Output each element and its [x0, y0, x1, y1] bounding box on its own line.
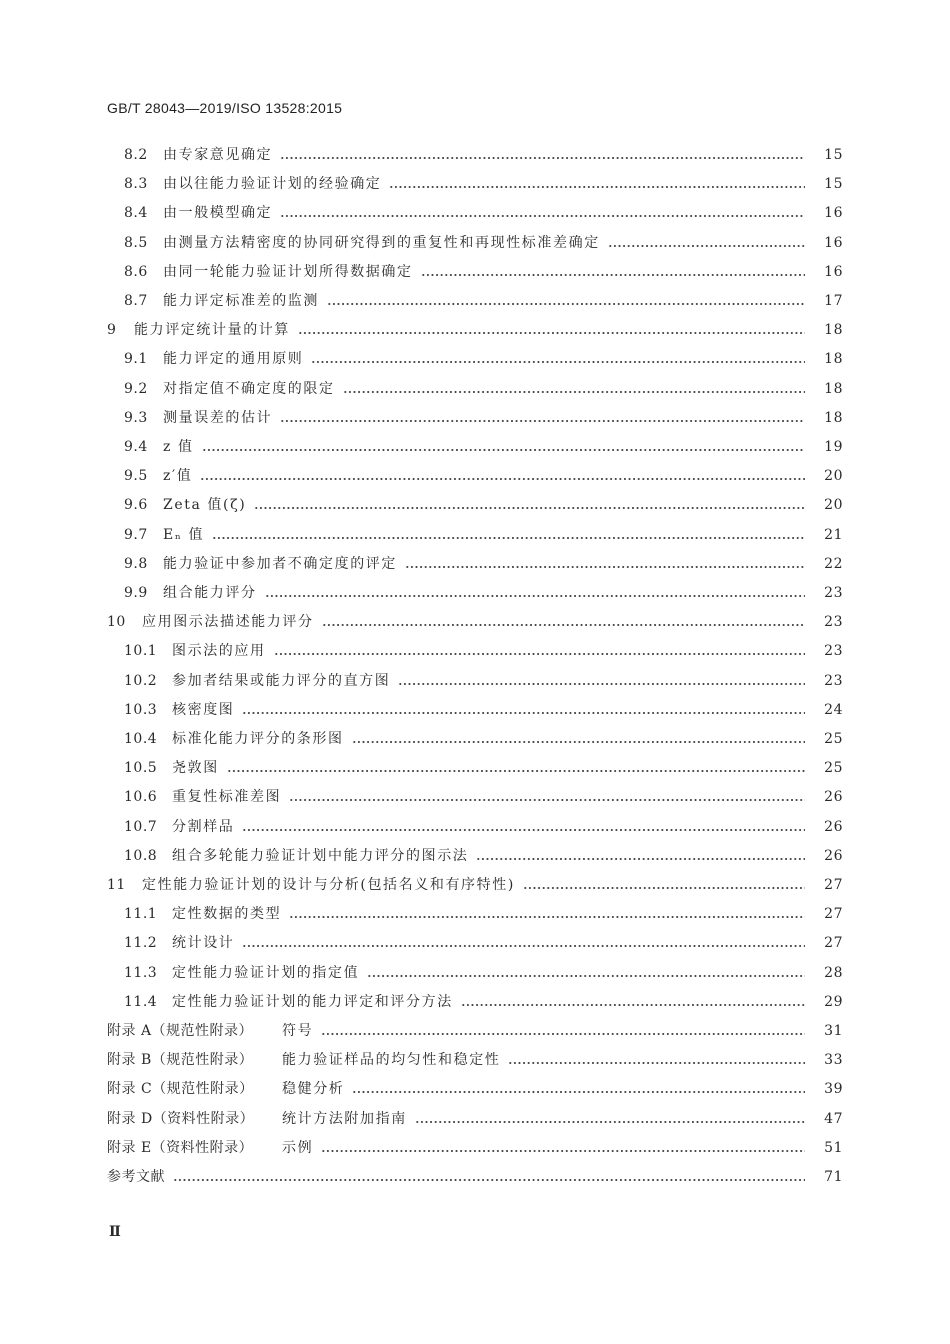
toc-entry[interactable] [0, 1078, 950, 1100]
toc-entry-number: 10.4 [124, 731, 158, 747]
toc-entry[interactable] [0, 1020, 950, 1042]
dot-leader [212, 536, 805, 540]
dot-leader [311, 360, 805, 364]
dot-leader [289, 915, 805, 919]
toc-entry-page: 26 [824, 818, 843, 835]
toc-entry[interactable] [0, 232, 950, 254]
toc-entry[interactable] [0, 582, 950, 604]
toc-entry-number: 9.1 [124, 351, 148, 368]
toc-entry-title: 测量误差的估计 [163, 409, 273, 426]
toc-entry-page: 25 [824, 731, 843, 747]
toc-entry-page: 18 [824, 380, 843, 397]
toc-entry-number: 11.1 [124, 906, 158, 923]
toc-entry-title: 应用图示法描述能力评分 [142, 614, 314, 631]
toc-entry[interactable] [0, 202, 950, 224]
toc-entry-title: 符号 [282, 1023, 314, 1039]
toc-entry-number: 11.4 [124, 993, 158, 1010]
toc-entry[interactable] [0, 144, 950, 166]
toc-entry-page: 26 [824, 789, 843, 806]
toc-entry[interactable] [0, 932, 950, 954]
toc-entry-title: 重复性标准差图 [172, 789, 282, 806]
toc-entry-page: 29 [824, 993, 843, 1010]
toc-entry[interactable] [0, 261, 950, 283]
toc-entry-title: 组合能力评分 [163, 585, 257, 601]
dot-leader [254, 506, 805, 510]
toc-entry-number: 10.3 [124, 701, 158, 718]
toc-entry-page: 18 [824, 322, 843, 339]
toc-entry-title: 统计方法附加指南 [282, 1110, 407, 1127]
toc-entry-number: 10 [107, 614, 126, 631]
toc-entry[interactable] [0, 319, 950, 341]
toc-entry-title: 能力验证样品的均匀性和稳定性 [282, 1052, 501, 1069]
toc-entry-number: 8.7 [124, 293, 148, 309]
dot-leader [200, 477, 805, 481]
dot-leader [389, 185, 805, 189]
toc-entry[interactable] [0, 1166, 950, 1188]
toc-entry[interactable] [0, 757, 950, 779]
dot-leader [398, 682, 805, 686]
toc-entry-number: 10.6 [124, 789, 158, 806]
toc-entry-page: 27 [824, 877, 843, 893]
toc-entry-title: z 值 [163, 439, 194, 455]
dot-leader [367, 974, 805, 978]
dot-leader [242, 711, 805, 715]
dot-leader [280, 156, 805, 160]
page-number: Ⅱ [109, 1224, 122, 1240]
toc-entry[interactable] [0, 465, 950, 487]
toc-entry[interactable] [0, 962, 950, 984]
toc-entry-title: 能力验证中参加者不确定度的评定 [163, 555, 397, 572]
toc-entry-title: Eₙ 值 [163, 526, 205, 543]
dot-leader [242, 944, 805, 948]
toc-entry[interactable] [0, 640, 950, 662]
dot-leader [265, 594, 805, 598]
toc-entry-number: 8.3 [124, 176, 148, 193]
toc-entry-number: 11.3 [124, 964, 158, 981]
toc-entry-page: 25 [824, 760, 843, 777]
dot-leader [274, 652, 805, 656]
dot-leader [523, 886, 805, 890]
toc-entry-page: 27 [824, 935, 843, 952]
toc-entry-title: 由专家意见确定 [163, 147, 273, 163]
toc-entry-title: 统计设计 [172, 935, 235, 952]
toc-entry-page: 39 [824, 1081, 843, 1098]
toc-entry-page: 27 [824, 906, 843, 923]
toc-entry-number: 附录 E（资料性附录） [107, 1139, 254, 1156]
toc-entry-page: 24 [824, 701, 843, 718]
toc-entry-title: 核密度图 [172, 701, 235, 718]
toc-entry[interactable] [0, 1137, 950, 1159]
dot-leader [321, 1149, 805, 1153]
toc-entry-number: 11 [107, 877, 126, 893]
toc-entry[interactable] [0, 436, 950, 458]
toc-entry-page: 20 [824, 468, 843, 485]
toc-entry-page: 18 [824, 351, 843, 368]
toc-entry-page: 20 [824, 497, 843, 514]
dot-leader [405, 565, 805, 569]
toc-entry-title: 定性能力验证计划的设计与分析(包括名义和有序特性) [142, 877, 515, 893]
dot-leader [508, 1061, 805, 1065]
dot-leader [327, 302, 805, 306]
dot-leader [321, 1032, 805, 1036]
toc-entry-number: 9.8 [124, 555, 148, 572]
toc-entry[interactable] [0, 553, 950, 575]
dot-leader [343, 390, 805, 394]
toc-entry-number: 8.6 [124, 263, 148, 280]
toc-entry[interactable] [0, 611, 950, 633]
toc-entry-page: 51 [824, 1139, 843, 1156]
toc-entry[interactable] [0, 670, 950, 692]
dot-leader [461, 1003, 805, 1007]
toc-entry-number: 附录 D（资料性附录） [107, 1110, 255, 1127]
toc-entry[interactable] [0, 699, 950, 721]
dot-leader [421, 273, 805, 277]
toc-entry-page: 16 [824, 205, 843, 222]
toc-entry-title: Zeta 值(ζ) [163, 497, 247, 514]
toc-entry-page: 16 [824, 263, 843, 280]
toc-entry-page: 21 [824, 526, 843, 543]
toc-entry-number: 附录 B（规范性附录） [107, 1052, 254, 1069]
dot-leader [352, 740, 805, 744]
toc-entry-number: 8.5 [124, 234, 148, 251]
dot-leader [322, 623, 805, 627]
toc-entry-number: 附录 C（规范性附录） [107, 1081, 254, 1098]
toc-entry-number: 8.4 [124, 205, 148, 222]
toc-entry-number: 附录 A（规范性附录） [107, 1023, 254, 1039]
toc-entry-title: 由一般模型确定 [163, 205, 273, 222]
toc-entry-page: 17 [824, 293, 843, 309]
dot-leader [173, 1178, 805, 1182]
toc-entry[interactable] [0, 494, 950, 516]
dot-leader [280, 214, 805, 218]
toc-entry-number: 10.8 [124, 847, 158, 864]
toc-entry-page: 47 [824, 1110, 843, 1127]
toc-entry-title: 组合多轮能力验证计划中能力评分的图示法 [172, 847, 469, 864]
toc-entry-page: 19 [824, 439, 843, 455]
toc-entry[interactable] [0, 903, 950, 925]
toc-entry[interactable] [0, 378, 950, 400]
toc-entry-title: 能力评定的通用原则 [163, 351, 304, 368]
toc-entry-number: 10.2 [124, 672, 158, 689]
toc-entry-title: 分割样品 [172, 818, 235, 835]
toc-entry[interactable] [0, 290, 950, 312]
toc-entry[interactable] [0, 845, 950, 867]
toc-entry-title: 定性数据的类型 [172, 906, 282, 923]
toc-entry-title: 定性能力验证计划的指定值 [172, 964, 360, 981]
dot-leader [227, 769, 805, 773]
toc-entry-page: 15 [824, 176, 843, 193]
toc-entry-number: 9.5 [124, 468, 148, 485]
document-header: GB/T 28043—2019/ISO 13528:2015 [107, 100, 343, 116]
toc-entry-page: 26 [824, 847, 843, 864]
toc-entry[interactable] [0, 991, 950, 1013]
toc-entry-page: 18 [824, 409, 843, 426]
toc-entry-page: 22 [824, 555, 843, 572]
toc-entry-number: 9.9 [124, 585, 148, 601]
toc-entry-number: 9.4 [124, 439, 148, 455]
toc-entry-page: 23 [824, 585, 843, 601]
toc-entry-page: 23 [824, 614, 843, 631]
toc-entry[interactable] [0, 348, 950, 370]
dot-leader [242, 828, 805, 832]
toc-entry-title: 示例 [282, 1139, 314, 1156]
toc-entry-title: 尧敦图 [172, 760, 219, 777]
toc-entry-title: z′值 [163, 468, 193, 485]
toc-entry-number: 10.1 [124, 643, 158, 660]
toc-entry-page: 71 [824, 1169, 843, 1185]
toc-entry-page: 15 [824, 147, 843, 163]
toc-entry[interactable] [0, 728, 950, 750]
toc-entry-page: 28 [824, 964, 843, 981]
toc-entry-page: 33 [824, 1052, 843, 1069]
toc-entry-title: 参加者结果或能力评分的直方图 [172, 672, 391, 689]
toc-entry-title: 标准化能力评分的条形图 [172, 731, 344, 747]
toc-entry-title: 由以往能力验证计划的经验确定 [163, 176, 382, 193]
toc-entry-number: 11.2 [124, 935, 158, 952]
toc-entry[interactable] [0, 1108, 950, 1130]
toc-entry[interactable] [0, 1049, 950, 1071]
dot-leader [202, 448, 805, 452]
toc-entry-title: 能力评定统计量的计算 [134, 322, 290, 339]
toc-entry[interactable] [0, 524, 950, 546]
toc-entry-number: 参考文献 [107, 1169, 165, 1185]
toc-entry-title: 对指定值不确定度的限定 [163, 380, 335, 397]
toc-entry-title: 定性能力验证计划的能力评定和评分方法 [172, 993, 453, 1010]
toc-entry[interactable] [0, 874, 950, 896]
toc-entry-title: 由同一轮能力验证计划所得数据确定 [163, 263, 413, 280]
dot-leader [289, 798, 805, 802]
toc-entry-page: 23 [824, 672, 843, 689]
toc-entry-title: 稳健分析 [282, 1081, 345, 1098]
dot-leader [280, 419, 805, 423]
dot-leader [298, 331, 805, 335]
toc-entry-number: 9 [107, 322, 117, 339]
toc-entry-page: 16 [824, 234, 843, 251]
dot-leader [352, 1090, 805, 1094]
toc-entry[interactable] [0, 786, 950, 808]
toc-entry-number: 9.3 [124, 409, 148, 426]
toc-entry-number: 9.7 [124, 526, 148, 543]
dot-leader [608, 244, 805, 248]
toc-entry-title: 能力评定标准差的监测 [163, 293, 319, 309]
toc-entry-title: 由测量方法精密度的协同研究得到的重复性和再现性标准差确定 [163, 234, 600, 251]
toc-entry[interactable] [0, 173, 950, 195]
toc-entry-title: 图示法的应用 [172, 643, 266, 660]
toc-entry-number: 9.2 [124, 380, 148, 397]
toc-entry-number: 8.2 [124, 147, 148, 163]
dot-leader [415, 1120, 805, 1124]
toc-entry-number: 9.6 [124, 497, 148, 514]
toc-entry-number: 10.5 [124, 760, 158, 777]
toc-entry-page: 23 [824, 643, 843, 660]
toc-entry[interactable] [0, 407, 950, 429]
dot-leader [476, 857, 805, 861]
toc-entry-number: 10.7 [124, 818, 158, 835]
toc-entry-page: 31 [824, 1023, 843, 1039]
toc-entry[interactable] [0, 816, 950, 838]
